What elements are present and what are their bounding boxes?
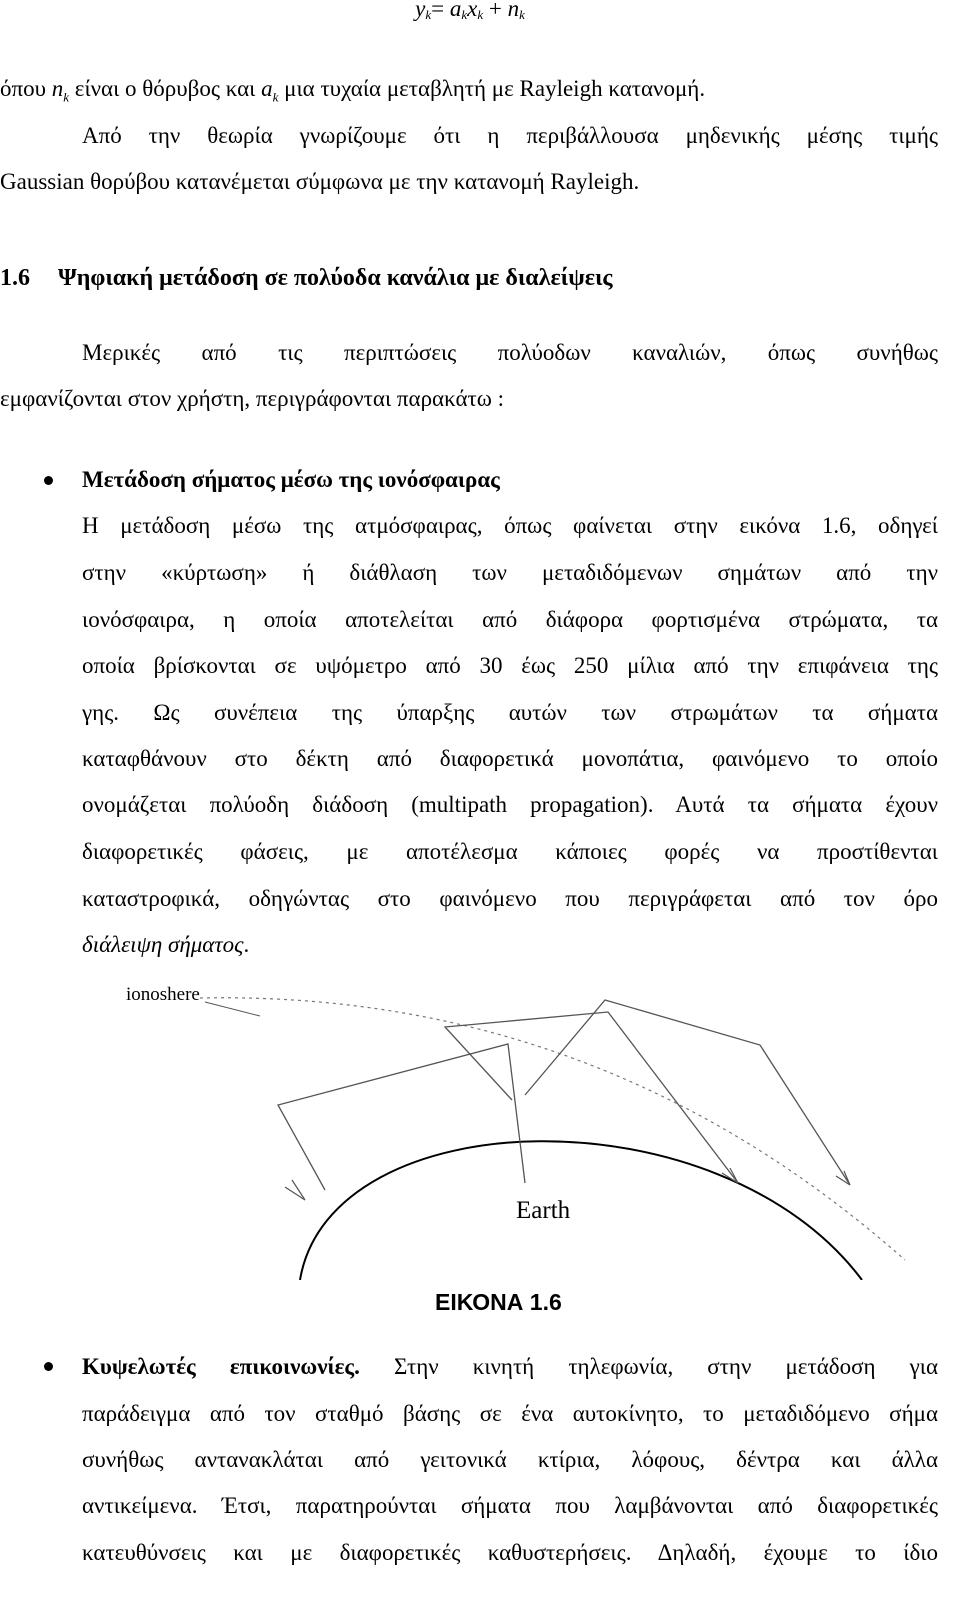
bullet1-title: Μετάδοση σήματος μέσω της ιονόσφαιρας [82, 467, 500, 492]
bullet2-line: κατευθύνσεις και με διαφορετικές καθυστερήσεις. Δηλαδή, έχουμε το ίδιο [82, 1540, 938, 1565]
bullet1-line: ονομάζεται πολύοδη διάδοση (multipath propagation). Αυτά τα σήματα έχουν [82, 792, 938, 817]
bullet-dot [44, 1362, 53, 1371]
para1-line-1: Μερικές από τις περιπτώσεις πολύοδων καναλιών, όπως συνήθως [82, 340, 938, 365]
ionosphere-label: ionoshere [126, 984, 200, 1005]
bullet1-line: καταφθάνουν στο δέκτη από διαφορετικά μονοπάτια, φαινόμενο το οποίο [82, 746, 938, 771]
intro-line-1: όπου $n_k$ είναι ο θόρυβος και $a_k$ μια τυχαία μεταβλητή με Rayleigh κατανομή. [0, 76, 706, 105]
bullet1-line: ιονόσφαιρα, η οποία αποτελείται από διάφορα φορτισμένα στρώματα, τα [82, 607, 938, 632]
bullet1-line: γης. Ως συνέπεια της ύπαρξης αυτών των στρωμάτων τα σήματα [82, 700, 938, 725]
bullet-dot [44, 476, 53, 485]
bullet2-line: συνήθως αντανακλάται από γειτονικά κτίρια, λόφους, δέντρα και άλλα [82, 1447, 938, 1472]
ionosphere-figure [0, 990, 960, 1280]
intro-line-3: Gaussian θορύβου κατανέμεται σύμφωνα με την κατανομή Rayleigh. [0, 169, 640, 194]
para1-line-2: εμφανίζονται στον χρήστη, περιγράφονται παρακάτω : [0, 386, 505, 411]
ray-path [445, 1012, 738, 1183]
ray-path [525, 1000, 850, 1185]
intro-line-2: Από την θεωρία γνωρίζουμε ότι η περιβάλλουσα μηδενικής μέσης τιμής [82, 123, 938, 148]
label-leader [205, 1002, 260, 1016]
bullet1-line: διαφορετικές φάσεις, με αποτέλεσμα κάποιες φορές να προστίθενται [82, 839, 938, 864]
bullet1-last-line: διάλειψη σήματος. [82, 932, 250, 957]
bullet1-line: καταστροφικά, οδηγώντας στο φαινόμενο που περιγράφεται από τον όρο [82, 886, 938, 911]
bullet1-line: οποία βρίσκονται σε υψόμετρο από 30 έως 250 μίλια από την επιφάνεια της [82, 653, 938, 678]
equation: $y_k= a_kx_k + n_k$ [415, 0, 525, 22]
bullet2-first-line: Κυψελωτές επικοινωνίες. Στην κινητή τηλεφωνία, στην μετάδοση για [82, 1354, 939, 1379]
figure-caption: ΕΙΚΟΝΑ 1.6 [435, 1289, 562, 1315]
section-heading: 1.6 Ψηφιακή μετάδοση σε πολύοδα κανάλια με διαλείψεις [0, 265, 613, 291]
bullet1-line: Η μετάδοση μέσω της ατμόσφαιρας, όπως φαίνεται στην εικόνα 1.6, οδηγεί [82, 513, 938, 538]
bullet2-line: αντικείμενα. Έτσι, παρατηρούνται σήματα που λαμβάνονται από διαφορετικές [82, 1493, 938, 1518]
bullet1-line: στην «κύρτωση» ή διάθλαση των μεταδιδόμενων σημάτων από την [82, 560, 938, 585]
bullet2-line: παράδειγμα από τον σταθμό βάσης σε ένα αυτοκίνητο, το μεταδιδόμενο σήμα [82, 1401, 938, 1426]
earth-label: Earth [516, 1197, 571, 1224]
